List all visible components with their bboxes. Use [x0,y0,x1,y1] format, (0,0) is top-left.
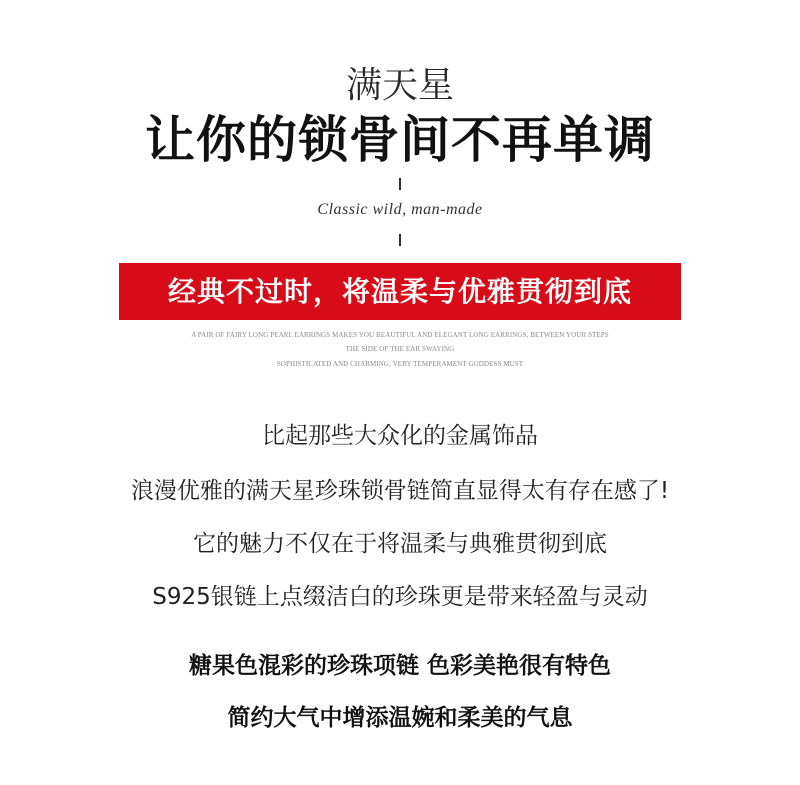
highlight-text-line: 简约大气中增添温婉和柔美的气息 [227,705,573,731]
big-title: 让你的锁骨间不再单调 [145,110,655,169]
highlight-text-line: 糖果色混彩的珍珠项链 色彩美艳很有特色 [188,653,611,679]
body-text-line: 它的魅力不仅在于将温柔与典雅贯彻到底 [193,531,607,557]
small-title: 满天星 [345,65,454,106]
divider-tick-top [399,178,401,190]
english-subtitle: Classic wild, man-made [317,201,483,218]
red-banner: 经典不过时，将温柔与优雅贯彻到底 [119,263,681,320]
body-text-line: 浪漫优雅的满天星珍珠锁骨链简直显得太有存在感了! [130,478,670,504]
body-text-line: S925银链上点缀洁白的珍珠更是带来轻盈与灵动 [152,584,648,610]
body-text-line: 比起那些大众化的金属饰品 [262,423,538,449]
fine-print-line: A PAIR OF FAIRY LONG PEARL EARRINGS MAKES YOU BEAUTIFUL AND ELEGANT LONG EARRINGS, BETWEEN YOUR STEPS [191,331,609,339]
fine-print-line: THE SIDE OF THE EAR SWAYING [345,345,455,353]
divider-tick-bottom [399,234,401,246]
fine-print-line: SOPHISTICATED AND CHARMING, VERY TEMPERAMENT GODDESS MUST [276,360,524,368]
